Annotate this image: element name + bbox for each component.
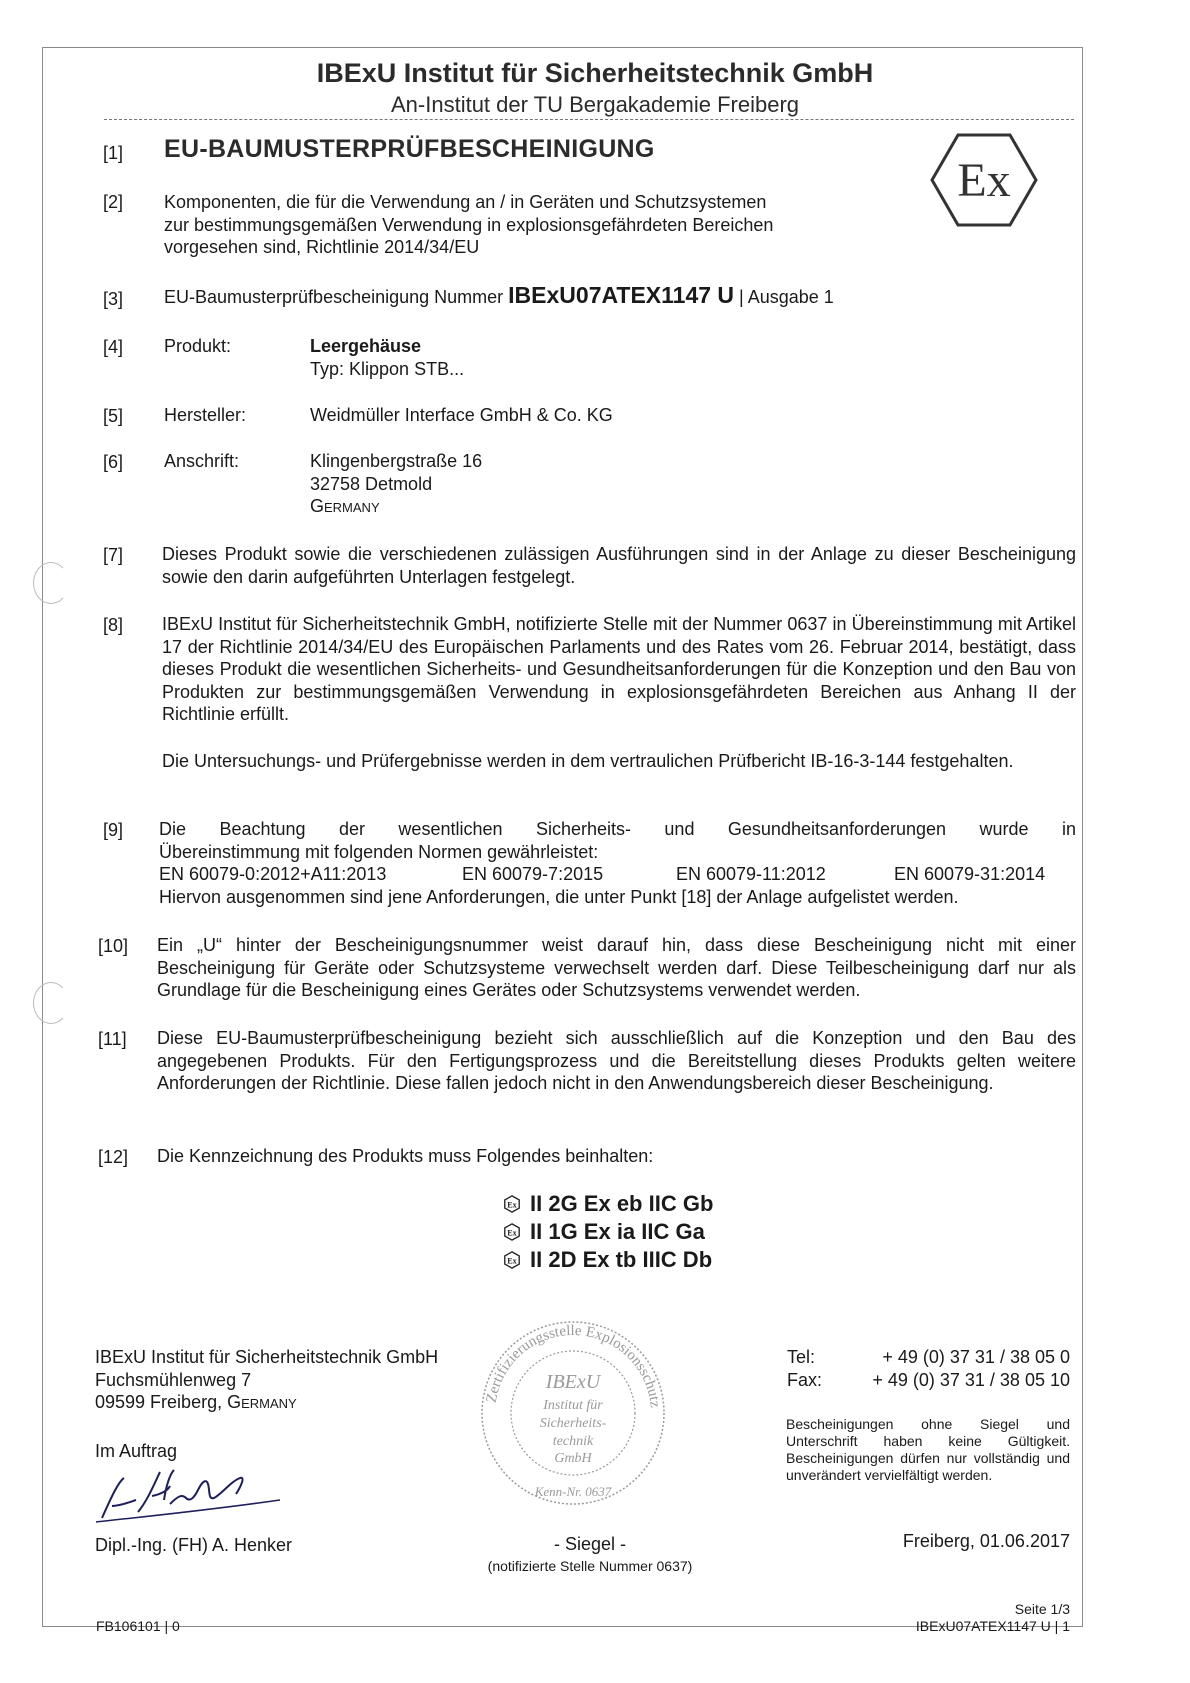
ex-mark-icon <box>503 1223 521 1241</box>
svg-text:Kenn-Nr. 0637: Kenn-Nr. 0637 <box>534 1484 612 1499</box>
standards-list <box>159 863 1076 886</box>
ex-hexagon-icon <box>928 124 1040 236</box>
punch-hole-mark <box>33 562 69 604</box>
marking-code: II 2D Ex tb IIIC Db <box>530 1247 713 1272</box>
marking-item <box>503 1218 713 1246</box>
section-number: [6] <box>103 452 124 472</box>
certificate-number-label: EU-Baumusterprüfbescheinigung Nummer <box>164 287 504 307</box>
manufacturer-name: Weidmüller Interface GmbH & Co. KG <box>310 405 613 425</box>
svg-text:IBExU: IBExU <box>545 1371 601 1393</box>
scope-text <box>164 191 884 259</box>
marking-list <box>503 1190 713 1274</box>
punch-hole-mark <box>33 982 69 1024</box>
address-label: Anschrift: <box>164 451 240 471</box>
section-number: [4] <box>103 337 124 357</box>
seal-note: (notifizierte Stelle Nummer 0637) <box>487 1558 693 1574</box>
signer-name: Dipl.-Ing. (FH) A. Henker <box>95 1535 293 1555</box>
fax-label: Fax: <box>787 1370 823 1390</box>
section-number: [5] <box>103 406 124 426</box>
svg-text:Ex: Ex <box>507 1256 517 1266</box>
product-label: Produkt: <box>164 336 232 356</box>
on-behalf-label: Im Auftrag <box>95 1441 178 1461</box>
fax-value: + 49 (0) 37 31 / 38 05 10 <box>872 1370 1070 1390</box>
address-city: 32758 Detmold <box>310 473 433 494</box>
standards-block <box>159 818 1076 908</box>
svg-text:Institut für: Institut für <box>543 1398 603 1413</box>
certificate-number-line <box>164 282 834 309</box>
attestation-text: IBExU Institut für Sicherheitstechnik GmbH, notifizierte Stelle mit der Nummer 0637 in Übereinstimmung mit Artikel 17 der Richtlinie 2014/34/EU des Europäischen Parlaments und des Rates vom 26. Februar 2014, bestätigt, dass dieses Produkt die wesentlichen Sicherheits- und Gesundheitsanforderungen für die Konzeption und den Bau von Produkten zur bestimmungsgemäßen Verwendung in explosionsgefährdeten Bereichen aus Anhang II der Richtlinie erfüllt. <box>162 614 1076 724</box>
section-number: [3] <box>103 289 124 309</box>
issue-number: | Ausgabe 1 <box>739 287 834 307</box>
footer-org: IBExU Institut für Sicherheitstechnik GmbH <box>95 1347 439 1367</box>
manufacturer-label: Hersteller: <box>164 405 247 425</box>
section-number: [10] <box>98 936 129 956</box>
scope-line: Komponenten, die für die Verwendung an / in Geräten und Schutzsystemen <box>164 192 767 212</box>
svg-text:Sicherheits-: Sicherheits- <box>539 1416 607 1431</box>
scope-line: vorgesehen sind, Richtlinie 2014/34/EU <box>164 237 480 257</box>
signature-image <box>90 1460 290 1530</box>
institute-title: IBExU Institut für Sicherheitstechnik GmbH <box>316 58 874 88</box>
product-definition-text: Dieses Produkt sowie die verschiedenen zulässigen Ausführungen sind in der Anlage zu dieser Bescheinigung sowie den darin aufgeführten Unterlagen festgelegt. <box>162 544 1076 587</box>
footer-address <box>95 1346 438 1414</box>
marking-item <box>503 1190 713 1218</box>
document-title: EU-BAUMUSTERPRÜFBESCHEINIGUNG <box>164 135 655 163</box>
address-country: Germany <box>310 496 380 516</box>
section-number: [2] <box>103 192 124 212</box>
exceptions-line: Hiervon ausgenommen sind jene Anforderungen, die unter Punkt [18] der Anlage aufgelistet werden. <box>159 886 959 907</box>
standard-item: EN 60079-11:2012 <box>676 864 826 884</box>
form-number: FB106101 | 0 <box>96 1618 180 1634</box>
section-number: [7] <box>103 545 124 565</box>
footer-street: Fuchsmühlenweg 7 <box>95 1369 252 1390</box>
test-report-text: Die Untersuchungs- und Prüfergebnisse werden in dem vertraulichen Prüfbericht IB-16-3-144 festgehalten. <box>162 751 1014 771</box>
product-name: Leergehäuse <box>310 336 422 356</box>
marking-item <box>503 1246 713 1274</box>
page-number: Seite 1/3 <box>1014 1601 1070 1617</box>
address-street: Klingenbergstraße 16 <box>310 451 483 471</box>
address-block <box>310 450 482 518</box>
seal-label: - Siegel - <box>553 1534 627 1554</box>
svg-text:Ex: Ex <box>957 154 1011 207</box>
marking-code: II 2G Ex eb IIC Gb <box>530 1191 714 1216</box>
scope-line: zur bestimmungsgemäßen Verwendung in explosionsgefährdeten Bereichen <box>164 214 774 235</box>
footer-country: Germany <box>227 1392 297 1412</box>
marking-intro: Die Kennzeichnung des Produkts muss Folgendes beinhalten: <box>157 1146 654 1166</box>
svg-text:Ex: Ex <box>507 1228 517 1238</box>
certificate-reference: IBExU07ATEX1147 U | 1 <box>915 1618 1070 1634</box>
header-divider <box>104 119 1074 120</box>
standards-intro-line: Die Beachtung der wesentlichen Sicherheits- und Gesundheitsanforderungen wurde in <box>159 819 1076 839</box>
u-suffix-explanation: Ein „U“ hinter der Bescheinigungsnummer weist darauf hin, dass diese Bescheinigung nicht mit einer Bescheinigung für Geräte oder Schutzsysteme verwechselt werden darf. Diese Teilbescheinigung darf nur als Grundlage für die Bescheinigung eines Gerätes oder Schutzsystems verwendet werden. <box>157 935 1076 1000</box>
svg-text:GmbH: GmbH <box>554 1451 592 1466</box>
marking-code: II 1G Ex ia IIC Ga <box>530 1219 705 1244</box>
svg-text:Ex: Ex <box>507 1200 517 1210</box>
standard-item: EN 60079-31:2014 <box>894 864 1046 884</box>
institute-subtitle: An-Institut der TU Bergakademie Freiberg <box>391 92 799 117</box>
standard-item: EN 60079-7:2015 <box>462 864 604 884</box>
footer-city: 09599 Freiberg, <box>95 1392 223 1412</box>
footer-city-line <box>95 1391 438 1414</box>
standard-item: EN 60079-0:2012+A11:2013 <box>159 864 387 884</box>
section-number: [8] <box>103 615 124 635</box>
ex-mark-icon <box>503 1195 521 1213</box>
section-number: [1] <box>103 143 124 163</box>
ex-mark-icon <box>503 1251 521 1269</box>
svg-text:technik: technik <box>552 1434 594 1449</box>
section-number: [11] <box>98 1029 127 1049</box>
section-number: [12] <box>98 1147 129 1167</box>
tel-value: + 49 (0) 37 31 / 38 05 0 <box>882 1347 1070 1367</box>
seal-stamp-icon <box>478 1318 668 1508</box>
certificate-number: IBExU07ATEX1147 U <box>508 282 735 308</box>
product-type: Typ: Klippon STB... <box>310 359 465 379</box>
tel-label: Tel: <box>787 1347 816 1367</box>
svg-text:Zertifizierungsstelle Explosio: Zertifizierungsstelle Explosionsschutz <box>483 1322 663 1409</box>
validity-notice: Bescheinigungen ohne Siegel und Unterschrift haben keine Gültigkeit. Bescheinigungen dürfen nur vollständig und unverändert vervielfältigt werden. <box>786 1416 1070 1483</box>
section-number: [9] <box>103 820 124 840</box>
standards-intro-line: Übereinstimmung mit folgenden Normen gewährleistet: <box>159 841 599 862</box>
scope-limitation-text: Diese EU-Baumusterprüfbescheinigung bezieht sich ausschließlich auf die Konzeption und den Bau des angegebenen Produkts. Für den Fertigungsprozess und die Bereitstellung dieses Produkts gelten weitere Anforderungen der Richtlinie. Diese fallen jedoch nicht in den Anwendungsbereich dieser Bescheinigung. <box>157 1028 1076 1093</box>
issue-date: Freiberg, 01.06.2017 <box>902 1531 1070 1551</box>
